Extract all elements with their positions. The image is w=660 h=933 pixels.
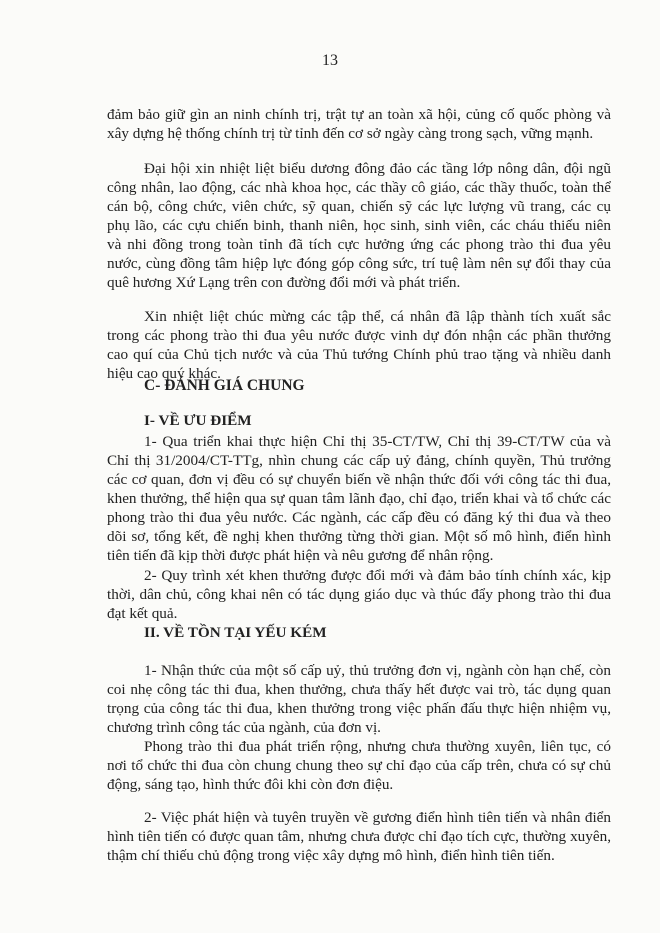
paragraph-line: dõi sơ, tổng kết, đề nghị khen thưởng từng thời gian. Một số mô hình, điển hình [107, 528, 611, 545]
paragraph-line: quê hương Xứ Lạng trên con đường đổi mới và phát triển. [107, 274, 461, 291]
paragraph-line: Đại hội xin nhiệt liệt biểu dương đông đảo các tầng lớp nông dân, đội ngũ [144, 160, 611, 177]
paragraph-line: 1- Nhận thức của một số cấp uỷ, thủ trưởng đơn vị, ngành còn hạn chế, còn [144, 662, 611, 679]
paragraph-line: hình tiên tiến có được quan tâm, nhưng chưa được chỉ đạo tích cực, thường xuyên, [107, 828, 611, 845]
paragraph-line: phụ lão, các cựu chiến binh, thanh niên, học sinh, sinh viên, các cháu thiếu niên [107, 217, 611, 234]
paragraph-line: công nhân, lao động, các nhà khoa học, các thầy cô giáo, các thầy thuốc, toàn thể [107, 179, 611, 196]
paragraph-line: các cơ quan, đơn vị đều có sự chuyển biến về nhận thức đối với công tác thi đua, [107, 471, 611, 488]
paragraph-line: Phong trào thi đua phát triển rộng, nhưng chưa thường xuyên, liên tục, có [144, 738, 611, 755]
paragraph-line: và nhi đồng trong toàn tỉnh đã tích cực hưởng ứng các phong trào thi đua yêu [107, 236, 611, 253]
paragraph-line: tiên tiến đã kịp thời được phát hiện và nêu gương để nhân rộng. [107, 547, 494, 564]
page-number: 13 [322, 52, 338, 69]
section-heading-c: C- ĐÁNH GIÁ CHUNG [144, 377, 305, 394]
paragraph-line: 1- Qua triển khai thực hiện Chỉ thị 35-CT/TW, Chỉ thị 39-CT/TW của và [144, 433, 611, 450]
paragraph-line: Xin nhiệt liệt chúc mừng các tập thể, cá nhân đã lập thành tích xuất sắc [144, 308, 611, 325]
paragraph-line: Chỉ thị 31/2004/CT-TTg, nhìn chung các cấp uỷ đảng, chính quyền, Thủ trưởng [107, 452, 611, 469]
paragraph-line: trọng của công tác thi đua, khen thưởng trong việc phấn đấu thực hiện nhiệm vụ, [107, 700, 611, 717]
paragraph-line: động, sáng tạo, hình thức đôi khi còn đơn điệu. [107, 776, 394, 793]
paragraph-line: hiệu cao quý khác. [107, 365, 221, 382]
paragraph-line: nước, cùng đồng tâm hiệp lực đóng góp công sức, trí tuệ làm nên sự đổi thay của [107, 255, 611, 272]
paragraph-line: đạt kết quả. [107, 605, 178, 622]
paragraph-line: nơi tổ chức thi đua còn chung chung theo sự chỉ đạo của cấp trên, chưa có sự chủ [107, 757, 611, 774]
paragraph-line: cán bộ, công chức, viên chức, sỹ quan, chiến sỹ các lực lượng vũ trang, các cụ [107, 198, 611, 215]
paragraph-line: đảm bảo giữ gìn an ninh chính trị, trật tự an toàn xã hội, củng cố quốc phòng và [107, 106, 611, 123]
paragraph-line: xây dựng hệ thống chính trị từ tỉnh đến cơ sở ngày càng trong sạch, vững mạnh. [107, 125, 594, 142]
subsection-heading-1: I- VỀ ƯU ĐIỂM [144, 412, 252, 429]
paragraph-line: 2- Việc phát hiện và tuyên truyền về gương điển hình tiên tiến và nhân điển [144, 809, 611, 826]
paragraph-line: chương trình công tác của ngành, của đơn vị. [107, 719, 381, 736]
paragraph-line: khen thưởng, thể hiện qua sự quan tâm lãnh đạo, chỉ đạo, triển khai và tổ chức các [107, 490, 611, 507]
paragraph-line: cao quí của Chủ tịch nước và của Thủ tướng Chính phủ trao tặng và nhiều danh [107, 346, 611, 363]
paragraph-line: thậm chí thiếu chủ động trong việc xây dựng mô hình, điển hình tiên tiến. [107, 847, 555, 864]
section-heading-2: II. VỀ TỒN TẠI YẾU KÉM [144, 624, 327, 641]
paragraph-line: coi nhẹ công tác thi đua, khen thưởng, chưa thấy hết được vai trò, tác dụng quan [107, 681, 611, 698]
paragraph-line: trong các phong trào thi đua yêu nước được vinh dự đón nhận các phần thưởng [107, 327, 611, 344]
paragraph-line: 2- Quy trình xét khen thưởng được đổi mới và đảm bảo tính chính xác, kịp [144, 567, 611, 584]
paragraph-line: thời, dân chủ, công khai nên có tác dụng giáo dục và thúc đẩy phong trào thi đua [107, 586, 611, 603]
paragraph-line: phong trào thi đua yêu nước. Các ngành, các cấp đều có đăng ký thi đua và theo [107, 509, 611, 526]
